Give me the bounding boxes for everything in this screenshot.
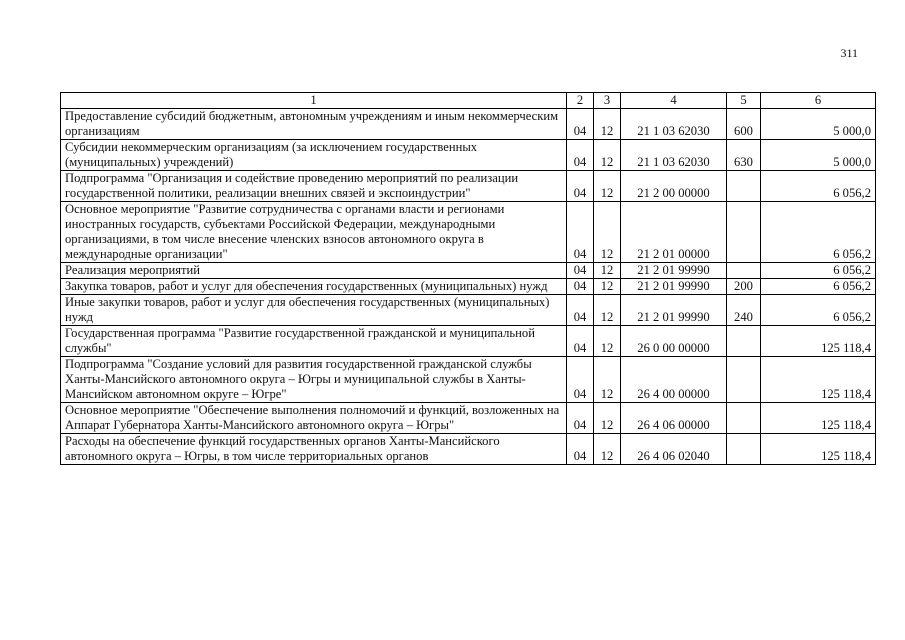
table-row bbox=[61, 403, 876, 434]
row-subsection: 12 bbox=[594, 357, 621, 403]
row-target-code: 21 1 03 62030 bbox=[621, 140, 727, 171]
table-row bbox=[61, 140, 876, 171]
row-name: Иные закупки товаров, работ и услуг для обеспечения государственных (муниципальных) нужд bbox=[61, 295, 567, 326]
row-expense-type: 240 bbox=[727, 295, 761, 326]
row-amount: 125 118,4 bbox=[761, 434, 876, 465]
row-amount: 6 056,2 bbox=[761, 279, 876, 295]
row-target-code: 26 4 06 02040 bbox=[621, 434, 727, 465]
row-name: Государственная программа "Развитие государственной гражданской и муниципальной службы" bbox=[61, 326, 567, 357]
row-subsection: 12 bbox=[594, 434, 621, 465]
row-section: 04 bbox=[567, 434, 594, 465]
row-subsection: 12 bbox=[594, 263, 621, 279]
table-row bbox=[61, 434, 876, 465]
row-amount: 6 056,2 bbox=[761, 202, 876, 263]
table-row bbox=[61, 295, 876, 326]
row-amount: 6 056,2 bbox=[761, 171, 876, 202]
row-amount: 125 118,4 bbox=[761, 357, 876, 403]
row-name: Реализация мероприятий bbox=[61, 263, 567, 279]
row-name: Подпрограмма "Организация и содействие проведению мероприятий по реализации государственной политики, реализации внешних связей и экспоиндустрии" bbox=[61, 171, 567, 202]
row-name: Закупка товаров, работ и услуг для обеспечения государственных (муниципальных) нужд bbox=[61, 279, 567, 295]
row-expense-type: 600 bbox=[727, 109, 761, 140]
row-subsection: 12 bbox=[594, 403, 621, 434]
row-expense-type bbox=[727, 434, 761, 465]
header-col-1: 1 bbox=[61, 93, 567, 109]
row-name: Подпрограмма "Создание условий для развития государственной гражданской службы Ханты-Мансийского автономного округа – Югры и муниципальной службы в Ханты-Мансийском автономном округе – Югре" bbox=[61, 357, 567, 403]
row-name: Субсидии некоммерческим организациям (за исключением государственных (муниципальных) учреждений) bbox=[61, 140, 567, 171]
table-row bbox=[61, 109, 876, 140]
row-expense-type bbox=[727, 357, 761, 403]
table-row bbox=[61, 326, 876, 357]
row-expense-type bbox=[727, 403, 761, 434]
table-row bbox=[61, 357, 876, 403]
row-section: 04 bbox=[567, 140, 594, 171]
row-target-code: 21 2 01 99990 bbox=[621, 279, 727, 295]
header-col-6: 6 bbox=[761, 93, 876, 109]
row-subsection: 12 bbox=[594, 295, 621, 326]
row-section: 04 bbox=[567, 295, 594, 326]
row-expense-type bbox=[727, 171, 761, 202]
row-expense-type bbox=[727, 326, 761, 357]
row-section: 04 bbox=[567, 279, 594, 295]
row-target-code: 21 2 01 00000 bbox=[621, 202, 727, 263]
header-col-2: 2 bbox=[567, 93, 594, 109]
header-col-3: 3 bbox=[594, 93, 621, 109]
table-row bbox=[61, 263, 876, 279]
row-section: 04 bbox=[567, 263, 594, 279]
header-col-4: 4 bbox=[621, 93, 727, 109]
table-row bbox=[61, 202, 876, 263]
row-expense-type: 200 bbox=[727, 279, 761, 295]
row-amount: 5 000,0 bbox=[761, 109, 876, 140]
page-number: 311 bbox=[840, 46, 858, 60]
row-target-code: 26 0 00 00000 bbox=[621, 326, 727, 357]
row-target-code: 21 1 03 62030 bbox=[621, 109, 727, 140]
row-subsection: 12 bbox=[594, 109, 621, 140]
row-amount: 6 056,2 bbox=[761, 295, 876, 326]
row-expense-type bbox=[727, 202, 761, 263]
row-section: 04 bbox=[567, 171, 594, 202]
row-target-code: 26 4 06 00000 bbox=[621, 403, 727, 434]
row-subsection: 12 bbox=[594, 202, 621, 263]
row-expense-type: 630 bbox=[727, 140, 761, 171]
budget-table bbox=[60, 92, 876, 465]
row-amount: 125 118,4 bbox=[761, 403, 876, 434]
table-header-row bbox=[61, 93, 876, 109]
row-subsection: 12 bbox=[594, 279, 621, 295]
row-name: Расходы на обеспечение функций государственных органов Ханты-Мансийского автономного округа – Югры, в том числе территориальных органов bbox=[61, 434, 567, 465]
row-expense-type bbox=[727, 263, 761, 279]
row-subsection: 12 bbox=[594, 140, 621, 171]
row-amount: 5 000,0 bbox=[761, 140, 876, 171]
row-subsection: 12 bbox=[594, 326, 621, 357]
row-target-code: 21 2 01 99990 bbox=[621, 295, 727, 326]
table-row bbox=[61, 279, 876, 295]
row-name: Предоставление субсидий бюджетным, автономным учреждениям и иным некоммерческим организациям bbox=[61, 109, 567, 140]
row-subsection: 12 bbox=[594, 171, 621, 202]
row-section: 04 bbox=[567, 109, 594, 140]
table-row bbox=[61, 171, 876, 202]
row-amount: 6 056,2 bbox=[761, 263, 876, 279]
row-name: Основное мероприятие "Развитие сотрудничества с органами власти и регионами иностранных государств, субъектами Российской Федерации, международными организациями, в том числе внесение членских взносов автономного округа в международные организации" bbox=[61, 202, 567, 263]
header-col-5: 5 bbox=[727, 93, 761, 109]
row-target-code: 21 2 01 99990 bbox=[621, 263, 727, 279]
row-target-code: 21 2 00 00000 bbox=[621, 171, 727, 202]
row-amount: 125 118,4 bbox=[761, 326, 876, 357]
row-section: 04 bbox=[567, 403, 594, 434]
row-section: 04 bbox=[567, 326, 594, 357]
row-section: 04 bbox=[567, 357, 594, 403]
row-name: Основное мероприятие "Обеспечение выполнения полномочий и функций, возложенных на Аппарат Губернатора Ханты-Мансийского автономного округа – Югры" bbox=[61, 403, 567, 434]
row-target-code: 26 4 00 00000 bbox=[621, 357, 727, 403]
row-section: 04 bbox=[567, 202, 594, 263]
